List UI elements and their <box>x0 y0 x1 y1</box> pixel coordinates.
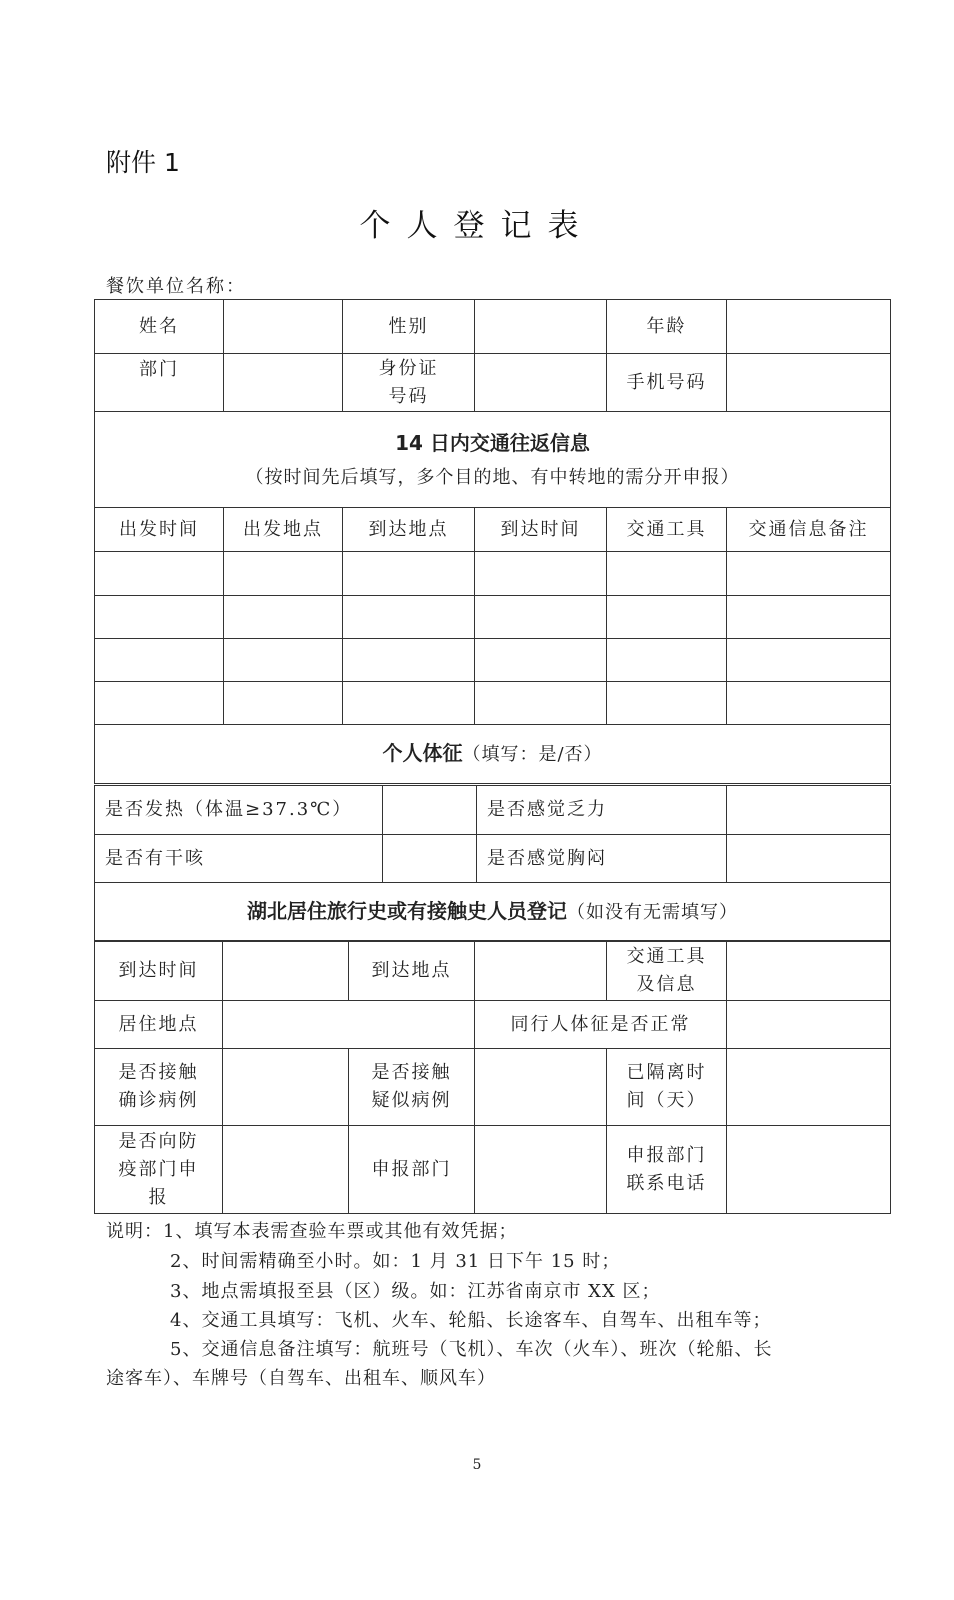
age-label: 年龄 <box>607 300 727 354</box>
residence-label: 居住地点 <box>95 1001 223 1049</box>
table-cell[interactable] <box>343 552 475 596</box>
name-label: 姓名 <box>95 300 224 354</box>
reported-label <box>95 1126 223 1214</box>
table-cell[interactable] <box>224 552 343 596</box>
suspected-line1: 是否接触 <box>371 1062 452 1083</box>
table-cell[interactable] <box>343 639 475 682</box>
arrive-time-label: 到达时间 <box>95 941 223 1001</box>
reported-line1: 是否向防 <box>118 1130 199 1152</box>
personal-info-table <box>94 299 891 784</box>
chest-tightness-label: 是否感觉胸闷 <box>477 835 727 883</box>
table-cell[interactable] <box>727 639 891 682</box>
hubei-heading-cell <box>95 883 891 942</box>
health-heading-cell <box>95 725 891 784</box>
dept-phone-field[interactable] <box>727 1126 891 1214</box>
table-cell[interactable] <box>607 596 727 639</box>
id-label-line1: 身份证 <box>378 357 439 379</box>
note-line-6: 途客车）、车牌号（自驾车、出租车、顺风车） <box>106 1368 496 1389</box>
table-cell[interactable] <box>607 682 727 725</box>
dept-field[interactable] <box>224 354 343 412</box>
col-depart-time: 出发时间 <box>95 508 224 552</box>
name-field[interactable] <box>224 300 343 354</box>
isolation-days-label <box>607 1049 727 1126</box>
note-line-4: 4、交通工具填写：飞机、火车、轮船、长途客车、自驾车、出租车等； <box>170 1310 772 1331</box>
companion-health-field[interactable] <box>727 1001 891 1049</box>
isolation-days-field[interactable] <box>727 1049 891 1126</box>
table-cell[interactable] <box>475 552 607 596</box>
reported-field[interactable] <box>223 1126 349 1214</box>
table-cell[interactable] <box>727 682 891 725</box>
health-table <box>94 785 891 942</box>
table-cell[interactable] <box>343 596 475 639</box>
fatigue-label: 是否感觉乏力 <box>477 786 727 835</box>
table-cell[interactable] <box>607 552 727 596</box>
transport-heading-cell <box>95 412 891 508</box>
table-cell[interactable] <box>95 552 224 596</box>
cough-field[interactable] <box>383 835 477 883</box>
dept-label: 部门 <box>95 354 224 412</box>
cough-label: 是否有干咳 <box>95 835 383 883</box>
col-arrive-time: 到达时间 <box>475 508 607 552</box>
table-cell[interactable] <box>727 552 891 596</box>
col-transport-notes: 交通信息备注 <box>727 508 891 552</box>
col-depart-place: 出发地点 <box>224 508 343 552</box>
hubei-table <box>94 940 891 1214</box>
report-dept-field[interactable] <box>475 1126 607 1214</box>
fatigue-field[interactable] <box>727 786 891 835</box>
health-heading-note: （填写：是/否） <box>462 744 603 765</box>
table-cell[interactable] <box>475 682 607 725</box>
table-cell[interactable] <box>224 596 343 639</box>
form-title: 个人登记表 <box>359 208 595 244</box>
id-number-label <box>343 354 475 412</box>
vehicle-info-line2: 及信息 <box>636 973 697 995</box>
id-number-field[interactable] <box>475 354 607 412</box>
report-dept-label: 申报部门 <box>349 1126 475 1214</box>
fever-label: 是否发热（体温≥37.3℃） <box>95 786 383 835</box>
page-number: 5 <box>472 1457 482 1473</box>
note-line-3: 3、地点需填报至县（区）级。如：江苏省南京市 XX 区； <box>170 1281 661 1302</box>
table-cell[interactable] <box>224 682 343 725</box>
reported-line2: 疫部门申 <box>118 1158 199 1180</box>
phone-field[interactable] <box>727 354 891 412</box>
phone-label: 手机号码 <box>607 354 727 412</box>
gender-label: 性别 <box>343 300 475 354</box>
vehicle-info-field[interactable] <box>727 941 891 1001</box>
dept-phone-line2: 联系电话 <box>626 1172 707 1194</box>
dept-phone-label <box>607 1126 727 1214</box>
isolation-line2: 间（天） <box>626 1090 707 1111</box>
table-row <box>95 682 891 725</box>
hubei-heading-note: （如没有无需填写） <box>567 902 738 923</box>
chest-tightness-field[interactable] <box>727 835 891 883</box>
note-line-5: 5、交通信息备注填写：航班号（飞机）、车次（火车）、班次（轮船、长 <box>170 1339 773 1360</box>
confirmed-line2: 确诊病例 <box>118 1090 199 1111</box>
gender-field[interactable] <box>475 300 607 354</box>
hubei-heading: 湖北居住旅行史或有接触史人员登记 <box>247 899 567 923</box>
isolation-line1: 已隔离时 <box>626 1062 707 1083</box>
confirmed-contact-field[interactable] <box>223 1049 349 1126</box>
transport-note: （按时间先后填写，多个目的地、有中转地的需分开申报） <box>245 466 740 488</box>
col-arrive-place: 到达地点 <box>343 508 475 552</box>
residence-field[interactable] <box>223 1001 475 1049</box>
table-cell[interactable] <box>727 596 891 639</box>
vehicle-info-line1: 交通工具 <box>626 945 707 967</box>
table-cell[interactable] <box>95 639 224 682</box>
note-line-1: 说明：1、填写本表需查验车票或其他有效凭据； <box>106 1221 518 1242</box>
age-field[interactable] <box>727 300 891 354</box>
table-cell[interactable] <box>475 596 607 639</box>
confirmed-line1: 是否接触 <box>118 1062 199 1083</box>
col-vehicle: 交通工具 <box>607 508 727 552</box>
table-row <box>95 552 891 596</box>
table-cell[interactable] <box>343 682 475 725</box>
health-heading: 个人体征 <box>382 741 463 765</box>
suspected-line2: 疑似病例 <box>371 1090 452 1111</box>
attachment-label: 附件 1 <box>106 148 180 177</box>
table-cell[interactable] <box>224 639 343 682</box>
vehicle-info-label <box>607 941 727 1001</box>
suspected-contact-label <box>349 1049 475 1126</box>
arrive-place-label: 到达地点 <box>349 941 475 1001</box>
transport-heading: 14 日内交通往返信息 <box>395 430 590 455</box>
reported-line3: 报 <box>148 1186 169 1208</box>
id-label-line2: 号码 <box>388 385 429 407</box>
confirmed-contact-label <box>95 1049 223 1126</box>
table-row <box>95 639 891 682</box>
arrive-place-field[interactable] <box>475 941 607 1001</box>
fever-field[interactable] <box>383 786 477 835</box>
table-cell[interactable] <box>95 682 224 725</box>
unit-name-label: 餐饮单位名称： <box>106 276 246 297</box>
suspected-contact-field[interactable] <box>475 1049 607 1126</box>
table-row <box>95 596 891 639</box>
table-cell[interactable] <box>607 639 727 682</box>
companion-health-label: 同行人体征是否正常 <box>475 1001 727 1049</box>
dept-phone-line1: 申报部门 <box>626 1144 707 1166</box>
table-cell[interactable] <box>475 639 607 682</box>
note-line-2: 2、时间需精确至小时。如：1 月 31 日下午 15 时； <box>170 1251 621 1272</box>
table-cell[interactable] <box>95 596 224 639</box>
arrive-time-field[interactable] <box>223 941 349 1001</box>
